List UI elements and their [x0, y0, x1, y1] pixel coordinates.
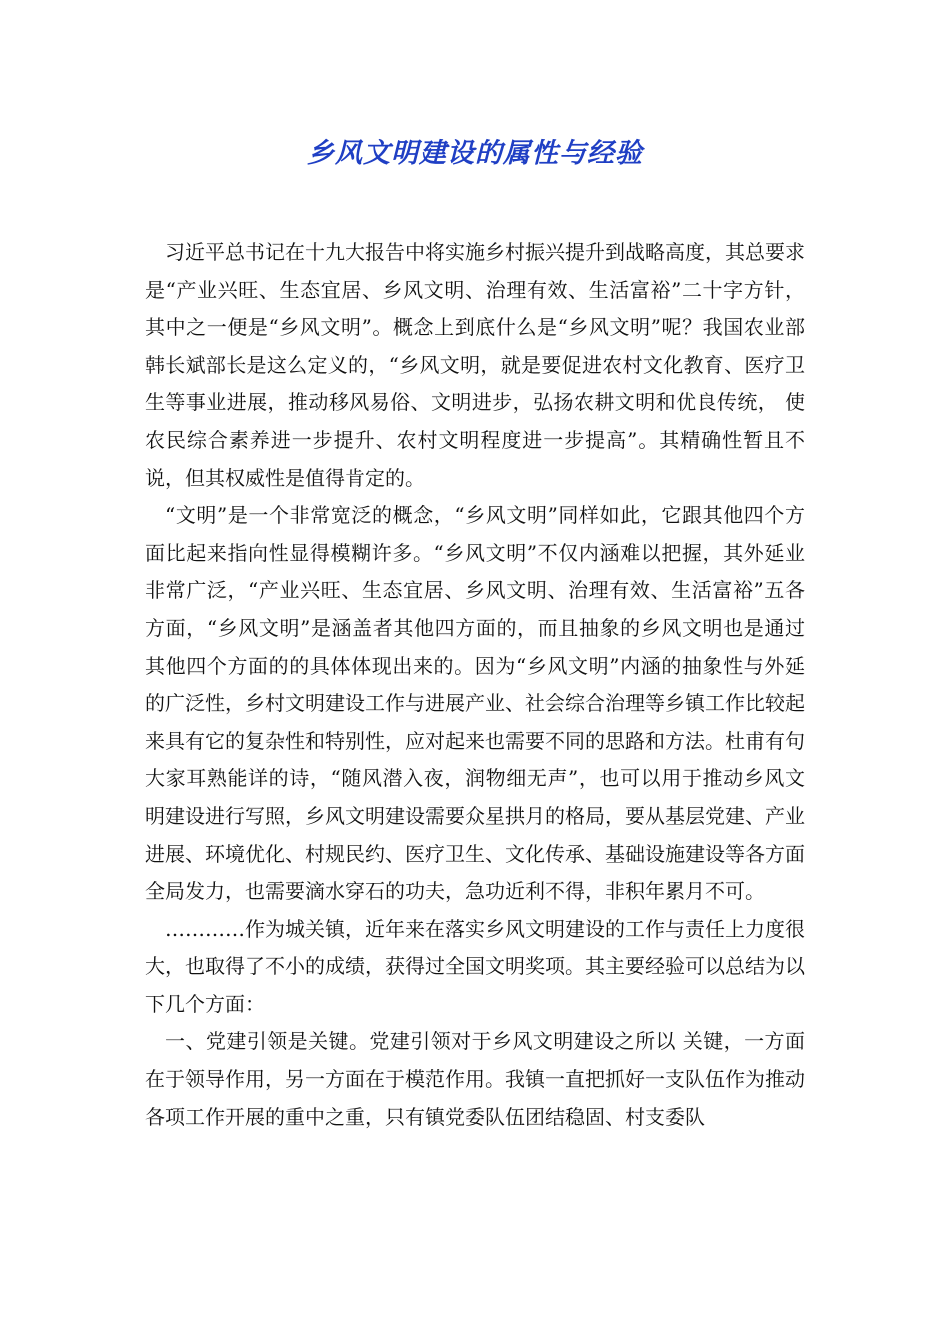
document-title: 乡风文明建设的属性与经验 [307, 138, 643, 169]
document-body [145, 234, 805, 1136]
paragraph-3: …………作为城关镇，近年来在落实乡风文明建设的工作与责任上力度很大，也取得了不小的成绩，获得过全国文明奖项。其主要经验可以总结为以下几个方面： [145, 916, 805, 1016]
paragraph-4: 一、党建引领是关键。党建引领对于乡风文明建设之所以 关键，一方面在于领导作用，另一方面在于模范作用。我镇一直把抓好一支队伍作为推动各项工作开展的重中之重，只有镇党委队伍团结稳固、村支委队 [145, 1029, 805, 1129]
paragraph-1: 习近平总书记在十九大报告中将实施乡村振兴提升到战略高度，其总要求是“产业兴旺、生态宜居、乡风文明、治理有效、生活富裕”二十字方针，其中之一便是“乡风文明”。概念上到底什么是“乡风文明”呢？我国农业部韩长斌部长是这么定义的，“乡风文明，就是要促进农村文化教育、医疗卫生等事业进展，推动移风易俗、文明进步，弘扬农耕文明和优良传统， 使农民综合素养进一步提升、农村文明程度进一步提高”。其精确性暂且不说，但其权威性是值得肯定的。 [145, 240, 805, 490]
paragraph-2: “文明”是一个非常宽泛的概念，“乡风文明”同样如此，它跟其他四个方面比起来指向性显得模糊许多。“乡风文明”不仅内涵难以把握，其外延业非常广泛，“产业兴旺、生态宜居、乡风文明、治理有效、生活富裕”五各方面，“乡风文明”是涵盖者其他四方面的，而且抽象的乡风文明也是通过其他四个方面的的具体体现出来的。因为“乡风文明”内涵的抽象性与外延的广泛性，乡村文明建设工作与进展产业、社会综合治理等乡镇工作比较起来具有它的复杂性和特别性，应对起来也需要不同的思路和方法。杜甫有句大家耳熟能详的诗，“随风潜入夜，润物细无声”，也可以用于推动乡风文明建设进行写照，乡风文明建设需要众星拱月的格局，要从基层党建、产业进展、环境优化、村规民约、医疗卫生、文化传承、基础设施建设等各方面全局发力，也需要滴水穿石的功夫，急功近利不得，非积年累月不可。 [145, 503, 805, 904]
